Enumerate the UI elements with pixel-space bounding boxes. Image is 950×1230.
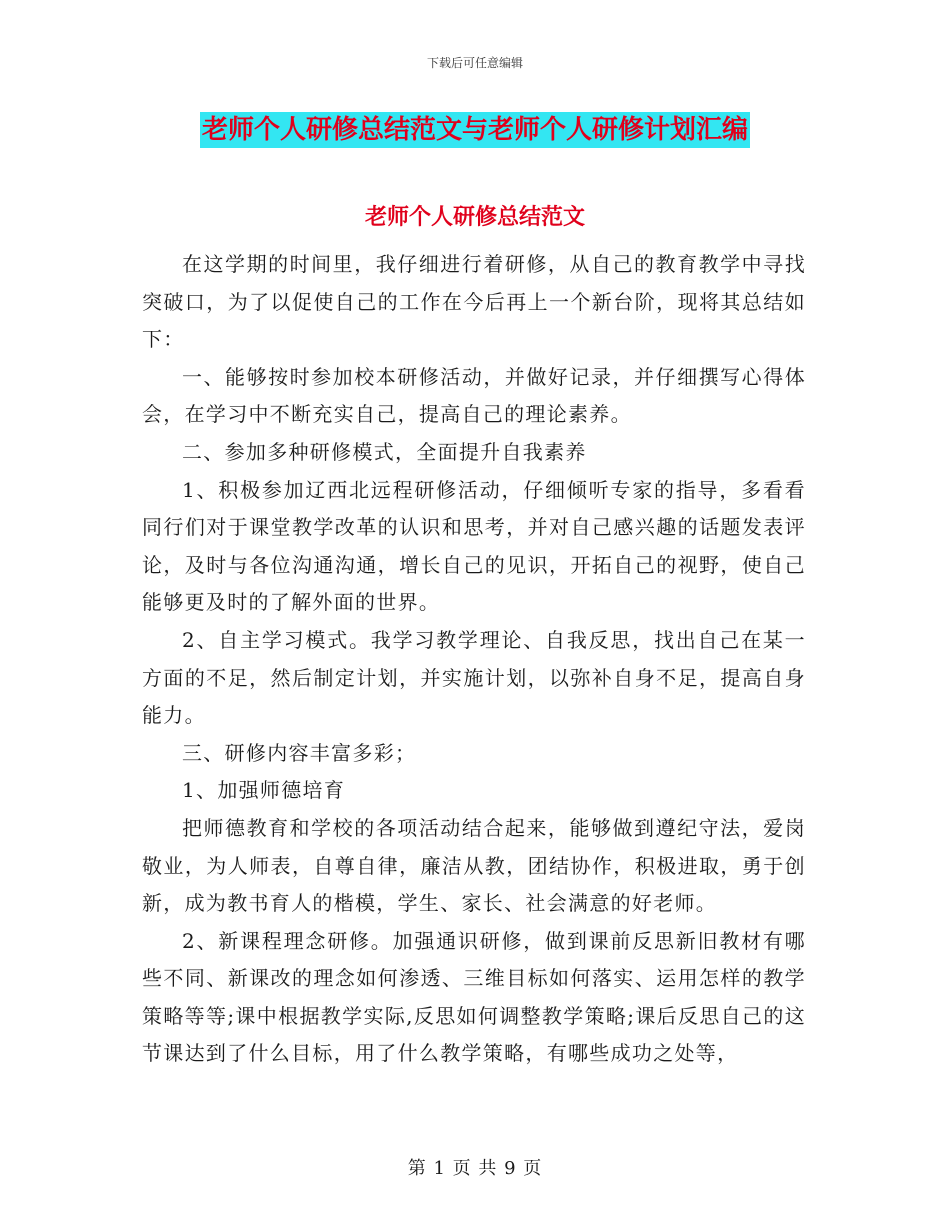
document-body xyxy=(142,246,806,1073)
section-title: 老师个人研修总结范文 xyxy=(364,204,585,230)
paragraph: 把师德教育和学校的各项活动结合起来，能够做到遵纪守法，爱岗敬业，为人师表，自尊自律，廉洁从教，团结协作，积极进取，勇于创新，成为教书育人的楷模，学生、家长、社会满意的好老师。 xyxy=(142,815,806,916)
paragraph: 二、参加多种研修模式，全面提升自我素养 xyxy=(182,439,587,464)
page-number-footer: 第 1 页 共 9 页 xyxy=(407,1158,543,1179)
paragraph: 1、积极参加辽西北远程研修活动，仔细倾听专家的指导，多看看同行们对于课堂教学改革的认识和思考，并对自己感兴趣的话题发表评论，及时与各位沟通沟通，增长自己的见识，开拓自己的视野，使自己能够更及时的了解外面的世界。 xyxy=(142,477,806,615)
paragraph: 2、自主学习模式。我学习教学理论、自我反思，找出自己在某一方面的不足，然后制定计划，并实施计划，以弥补自身不足，提高自身能力。 xyxy=(142,627,806,728)
paragraph: 一、能够按时参加校本研修活动，并做好记录，并仔细撰写心得体会，在学习中不断充实自己，提高自己的理论素养。 xyxy=(142,364,806,427)
paragraph: 2、新课程理念研修。加强通识研修，做到课前反思新旧教材有哪些不同、新课改的理念如何渗透、三维目标如何落实、运用怎样的教学策略等等;课中根据教学实际,反思如何调整教学策略;课后反思自己的这节课达到了什么目标，用了什么教学策略，有哪些成功之处等， xyxy=(142,928,806,1066)
paragraph: 三、研修内容丰富多彩； xyxy=(182,740,417,765)
page-header-note: 下载后可任意编辑 xyxy=(426,56,523,70)
paragraph: 1、加强师德培育 xyxy=(182,778,346,803)
paragraph: 在这学期的时间里，我仔细进行着研修，从自己的教育教学中寻找突破口，为了以促使自己的工作在今后再上一个新台阶，现将其总结如下： xyxy=(142,252,806,352)
document-title-container xyxy=(0,112,950,148)
document-title: 老师个人研修总结范文与老师个人研修计划汇编 xyxy=(200,112,750,148)
